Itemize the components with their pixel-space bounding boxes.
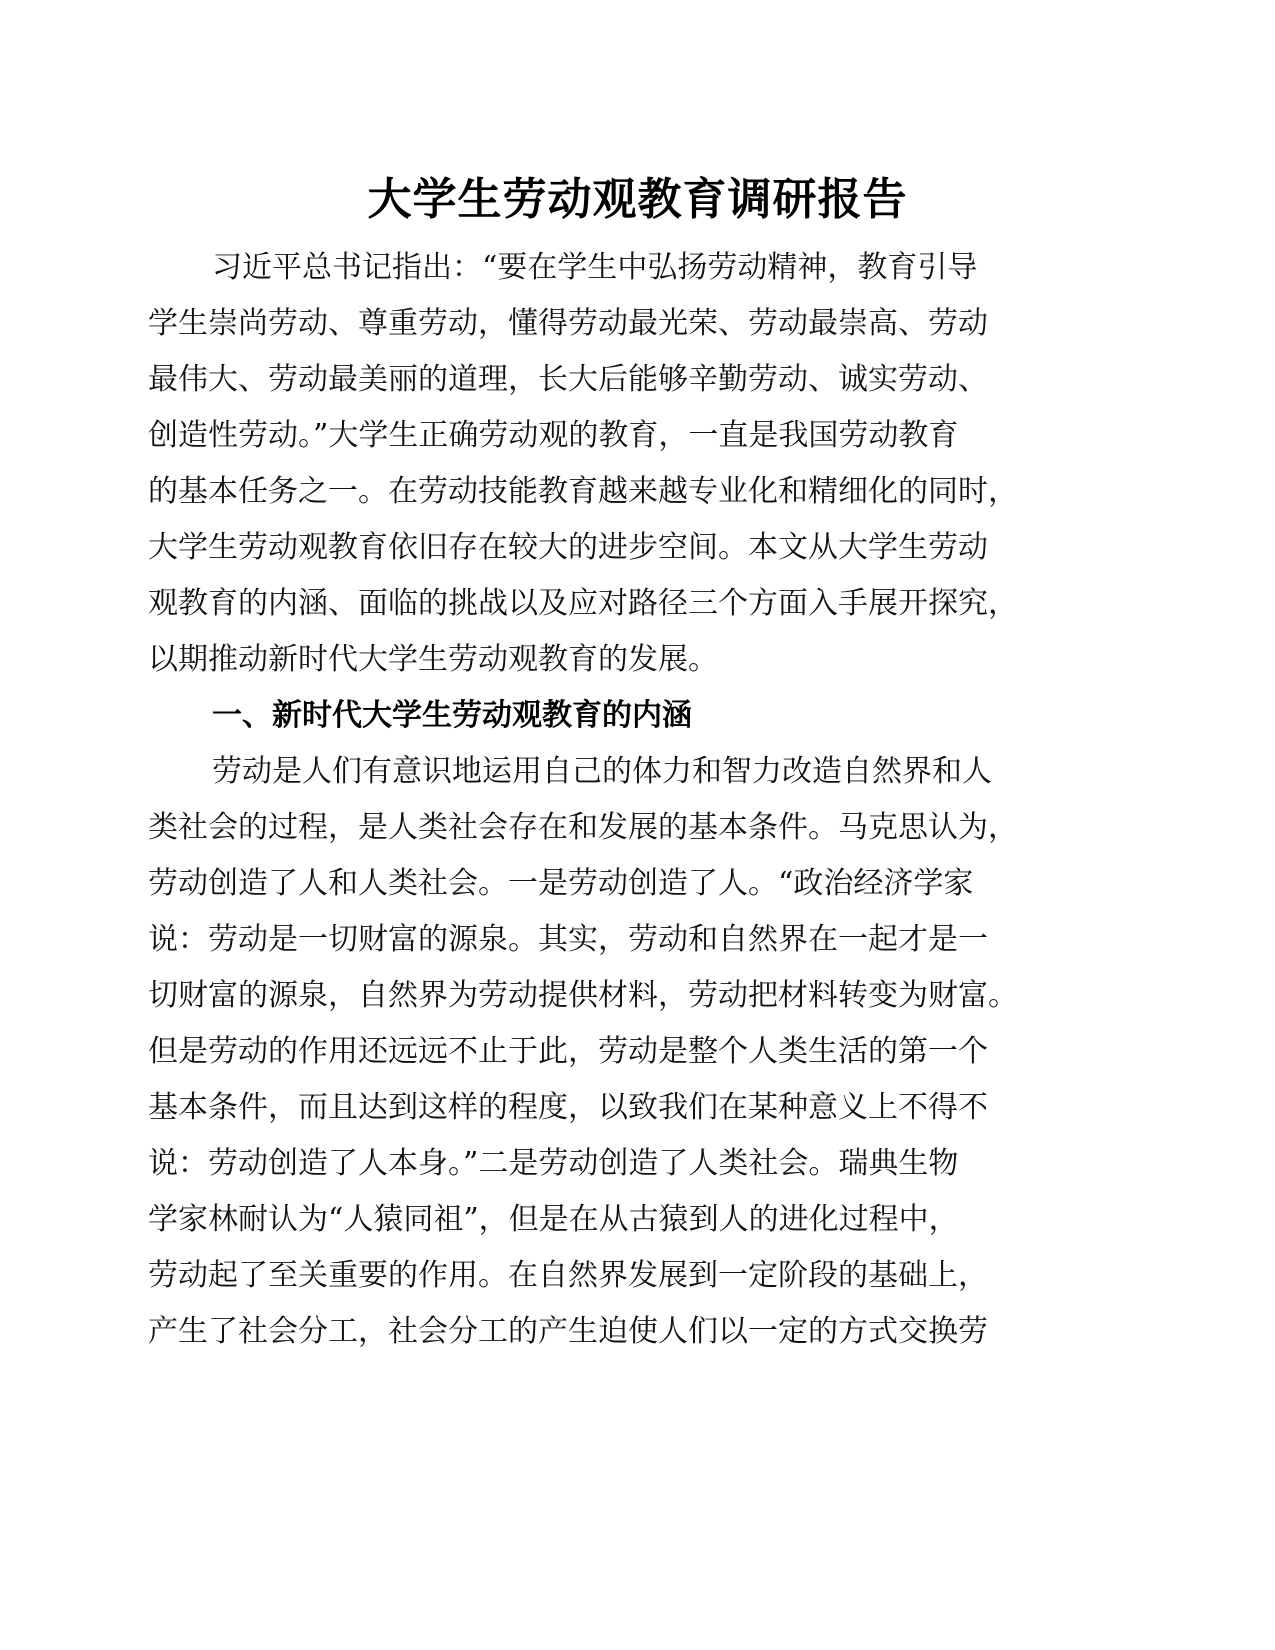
paragraph-1-line-7: 观教育的内涵、面临的挑战以及应对路径三个方面入手展开探究， bbox=[148, 586, 1018, 621]
paragraph-1-line-1: 习近平总书记指出：“要在学生中弘扬劳动精神，教育引导 bbox=[212, 250, 978, 285]
paragraph-2-line-9: 学家林耐认为“人猿同祖”，但是在从古猿到人的进化过程中， bbox=[148, 1202, 959, 1237]
paragraph-2-line-11: 产生了社会分工，社会分工的产生迫使人们以一定的方式交换劳 bbox=[148, 1314, 988, 1349]
paragraph-2-line-10: 劳动起了至关重要的作用。在自然界发展到一定阶段的基础上， bbox=[148, 1258, 988, 1293]
paragraph-2-line-6: 但是劳动的作用还远远不止于此，劳动是整个人类生活的第一个 bbox=[148, 1034, 988, 1069]
paragraph-1-line-5: 的基本任务之一。在劳动技能教育越来越专业化和精细化的同时， bbox=[148, 474, 1018, 509]
paragraph-1-line-4: 创造性劳动。”大学生正确劳动观的教育，一直是我国劳动教育 bbox=[148, 418, 959, 453]
section-heading: 一、新时代大学生劳动观教育的内涵 bbox=[212, 698, 692, 733]
paragraph-1-line-8: 以期推动新时代大学生劳动观教育的发展。 bbox=[148, 642, 718, 677]
paragraph-2-line-7: 基本条件，而且达到这样的程度，以致我们在某种意义上不得不 bbox=[148, 1090, 988, 1125]
paragraph-2-line-8: 说：劳动创造了人本身。”二是劳动创造了人类社会。瑞典生物 bbox=[148, 1146, 959, 1181]
document-title: 大学生劳动观教育调研报告 bbox=[367, 174, 908, 225]
paragraph-1-line-2: 学生崇尚劳动、尊重劳动，懂得劳动最光荣、劳动最崇高、劳动 bbox=[148, 306, 988, 341]
paragraph-2-line-4: 说：劳动是一切财富的源泉。其实，劳动和自然界在一起才是一 bbox=[148, 922, 988, 957]
paragraph-2-line-2: 类社会的过程，是人类社会存在和发展的基本条件。马克思认为， bbox=[148, 810, 1018, 845]
paragraph-2-line-1: 劳动是人们有意识地运用自己的体力和智力改造自然界和人 bbox=[212, 754, 992, 789]
paragraph-2-line-5: 切财富的源泉，自然界为劳动提供材料，劳动把材料转变为财富。 bbox=[148, 978, 1018, 1013]
paragraph-1-line-6: 大学生劳动观教育依旧存在较大的进步空间。本文从大学生劳动 bbox=[148, 530, 988, 565]
paragraph-1-line-3: 最伟大、劳动最美丽的道理，长大后能够辛勤劳动、诚实劳动、 bbox=[148, 362, 988, 397]
paragraph-2-line-3: 劳动创造了人和人类社会。一是劳动创造了人。“政治经济学家 bbox=[148, 866, 974, 901]
